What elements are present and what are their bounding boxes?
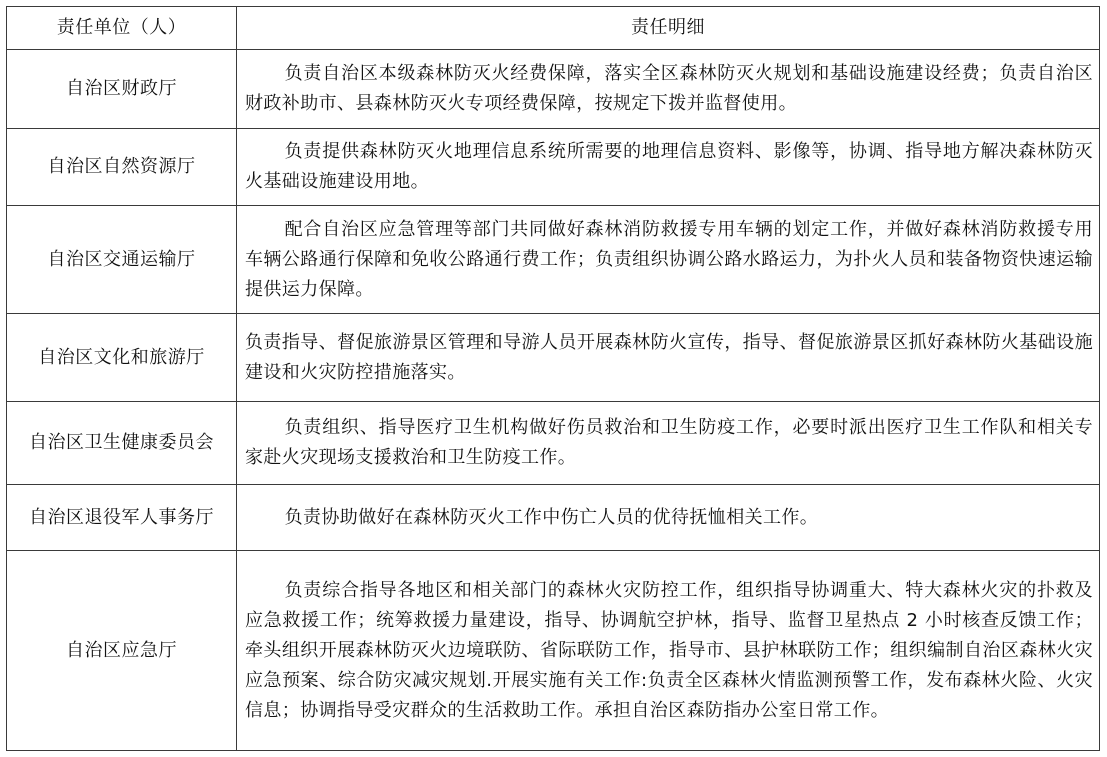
detail-cell: [237, 485, 1100, 551]
table-row: [7, 402, 1100, 485]
table-row: [7, 485, 1100, 551]
unit-cell: 自治区财政厅: [7, 50, 237, 129]
detail-text: 负责提供森林防灭火地理信息系统所需要的地理信息资料、影像等，协调、指导地方解决森林防灭火基础设施建设用地。: [245, 141, 1093, 192]
detail-cell: [237, 206, 1100, 314]
unit-cell: 自治区应急厅: [7, 551, 237, 751]
header-detail: 责任明细: [237, 7, 1100, 50]
unit-cell: 自治区卫生健康委员会: [7, 402, 237, 485]
detail-text: 配合自治区应急管理等部门共同做好森林消防救援专用车辆的划定工作，并做好森林消防救援专用车辆公路通行保障和免收公路通行费工作；负责组织协调公路水路运力，为扑火人员和装备物资快速运输提供运力保障。: [245, 218, 1093, 300]
detail-cell: [237, 129, 1100, 206]
detail-cell: [237, 402, 1100, 485]
table-row: [7, 206, 1100, 314]
table-row: [7, 314, 1100, 402]
unit-cell: 自治区退役军人事务厅: [7, 485, 237, 551]
detail-text: 负责自治区本级森林防灭火经费保障，落实全区森林防灭火规划和基础设施建设经费；负责自治区财政补助市、县森林防灭火专项经费保障，按规定下拨并监督使用。: [245, 63, 1093, 114]
responsibility-table: [6, 6, 1100, 751]
unit-cell: 自治区文化和旅游厅: [7, 314, 237, 402]
table-row: [7, 551, 1100, 751]
header-unit: 责任单位（人）: [7, 7, 237, 50]
detail-cell: [237, 50, 1100, 129]
detail-text: 负责指导、督促旅游景区管理和导游人员开展森林防火宣传，指导、督促旅游景区抓好森林防火基础设施建设和火灾防控措施落实。: [245, 331, 1093, 383]
table-row: [7, 50, 1100, 129]
unit-cell: 自治区自然资源厅: [7, 129, 237, 206]
detail-text: 负责综合指导各地区和相关部门的森林火灾防控工作，组织指导协调重大、特大森林火灾的扑救及应急救援工作；统筹救援力量建设，指导、协调航空护林，指导、监督卫星热点 2 小时核查反馈工作；牵头组织开展森林防灭火边境联防、省际联防工作，指导市、县护林联防工作；组织编制自治区森林火灾应急预案、综合防灾减灾规划.开展实施有关工作:负责全区森林火情监测预警工作，发布森林火险、火灾信息；协调指导受灾群众的生活救助工作。承担自治区森防指办公室日常工作。: [245, 579, 1093, 721]
detail-cell: [237, 314, 1100, 402]
header-row: [7, 7, 1100, 50]
detail-text: 负责组织、指导医疗卫生机构做好伤员救治和卫生防疫工作，必要时派出医疗卫生工作队和相关专家赴火灾现场支援救治和卫生防疫工作。: [245, 417, 1093, 468]
unit-cell: 自治区交通运输厅: [7, 206, 237, 314]
table-row: [7, 129, 1100, 206]
detail-text: 负责协助做好在森林防灭火工作中伤亡人员的优待抚恤相关工作。: [284, 506, 819, 528]
detail-cell: [237, 551, 1100, 751]
